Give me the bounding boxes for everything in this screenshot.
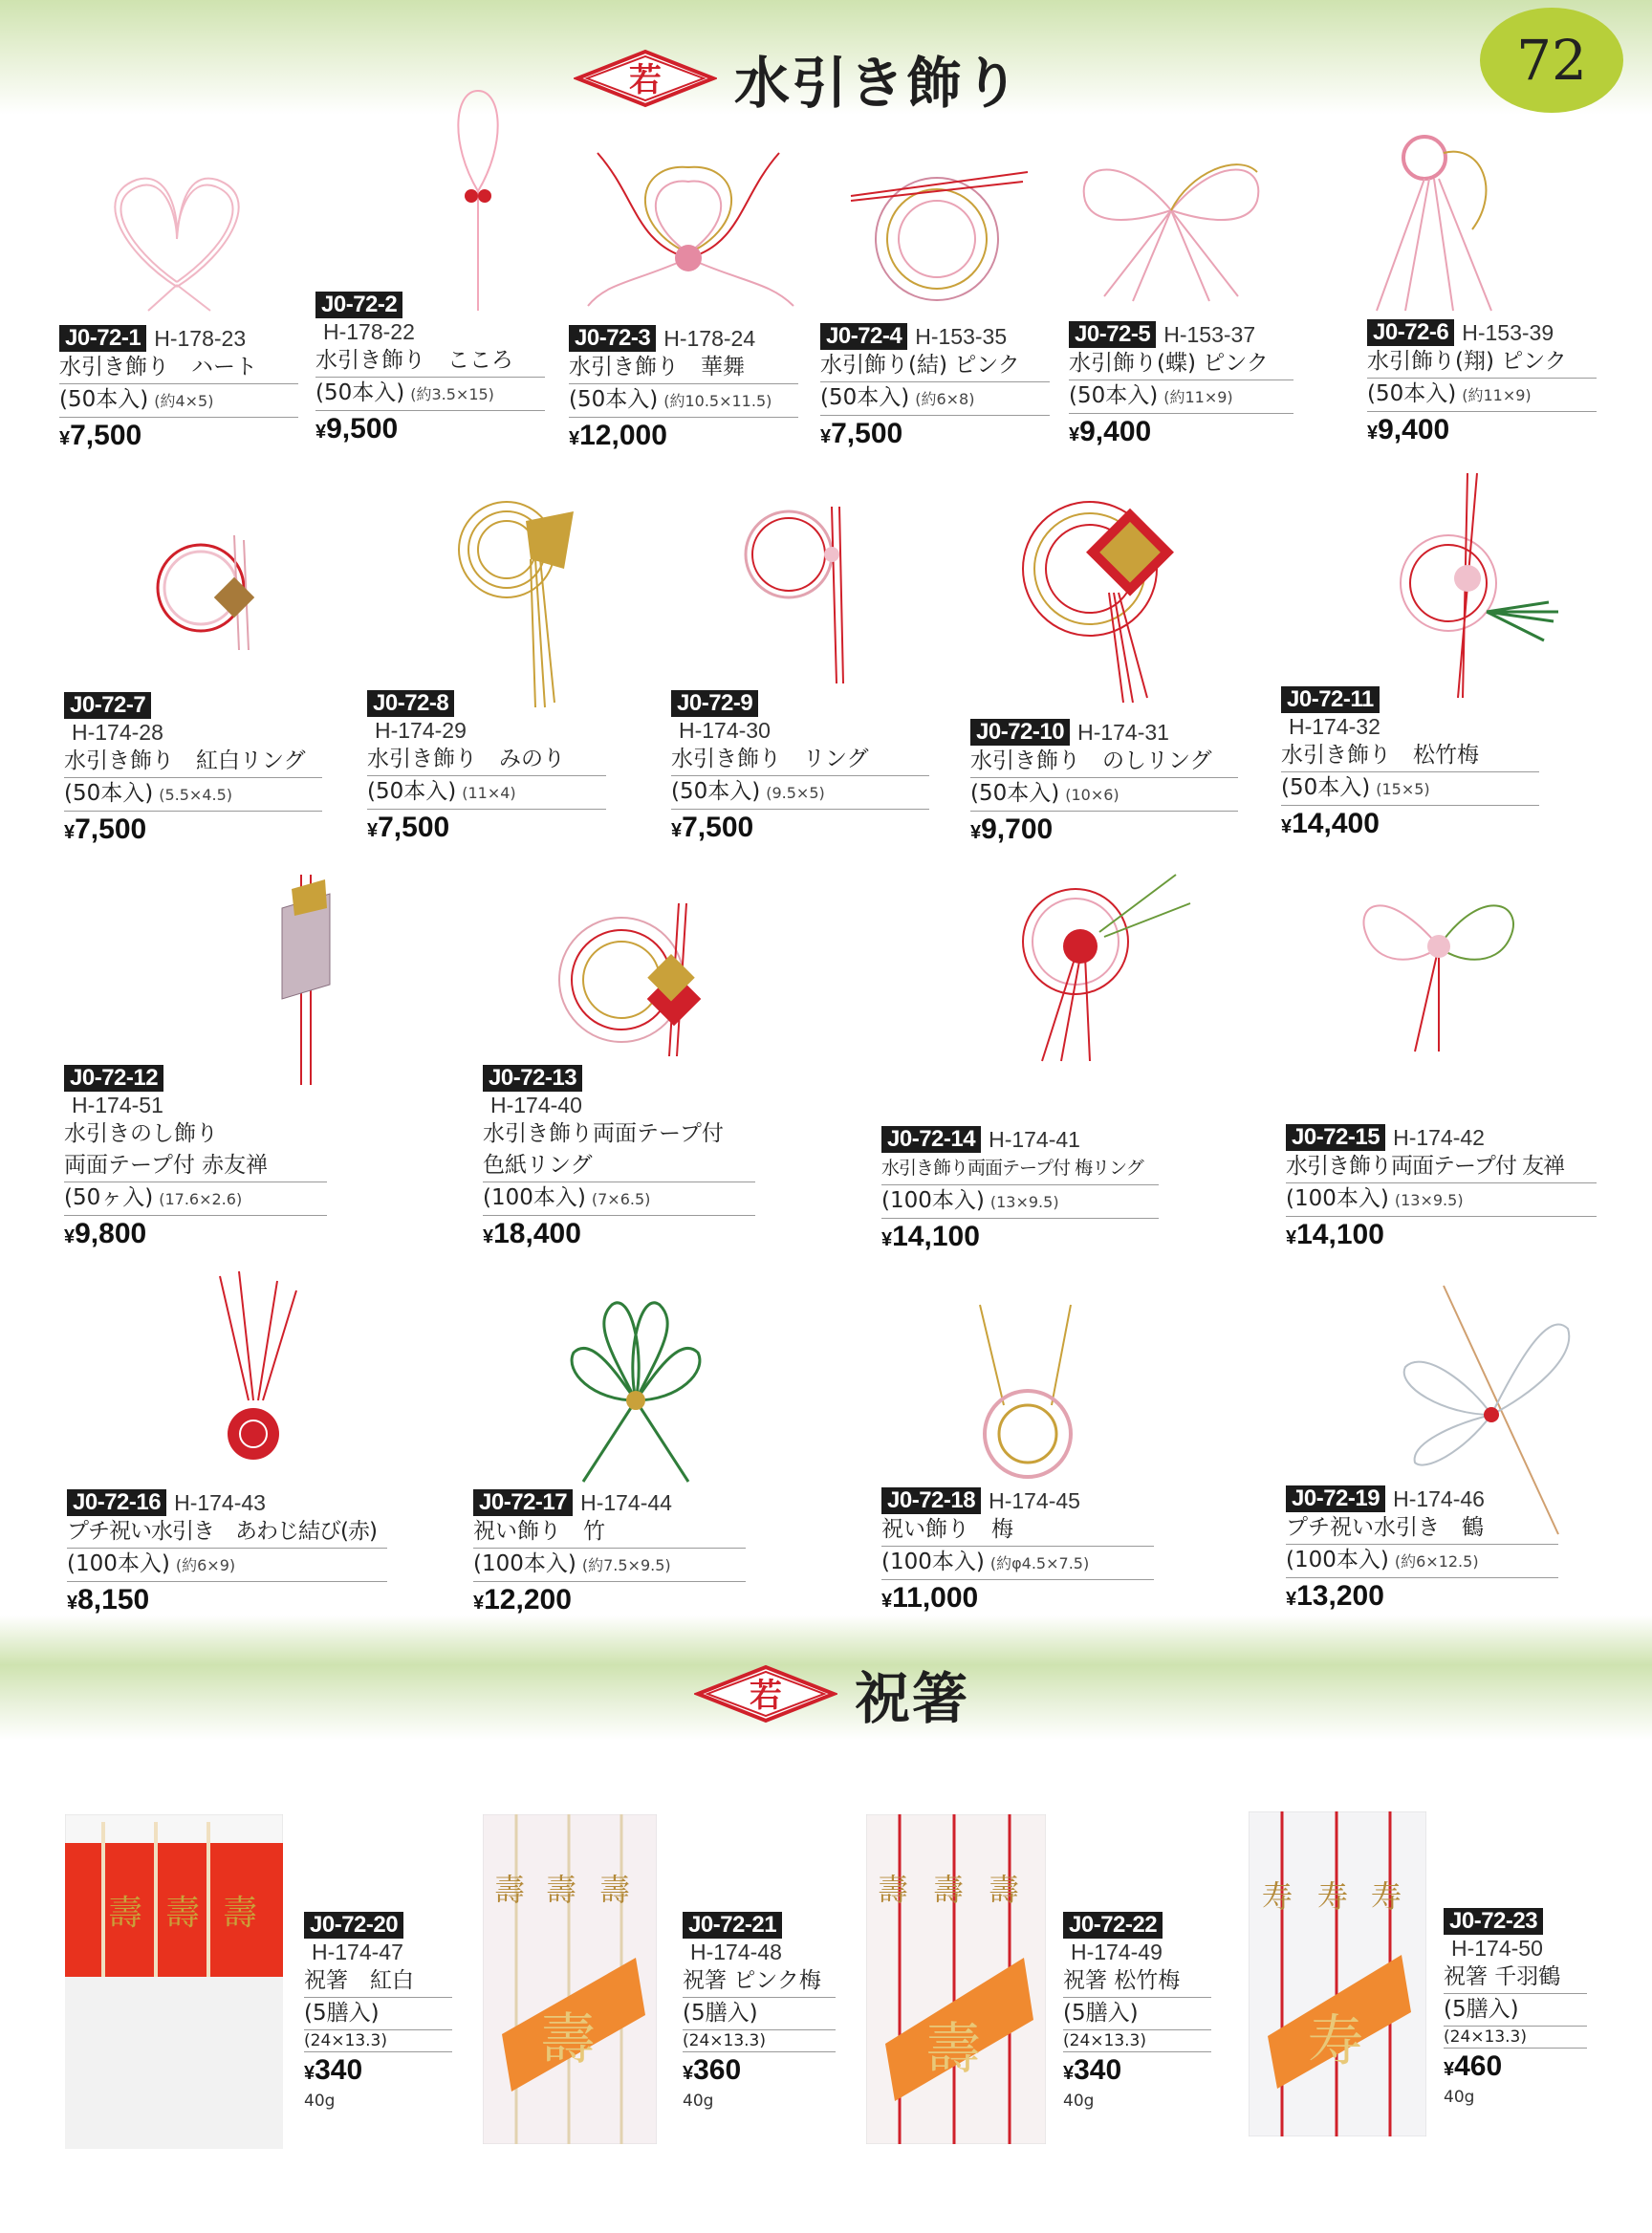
product-code: J0-72-9	[671, 690, 758, 717]
page-number-badge	[1480, 8, 1623, 113]
product-card[interactable]	[59, 325, 298, 457]
product-image-shikishi-ring	[535, 899, 727, 1061]
product-price: ¥9,400	[1069, 416, 1152, 447]
product-size: (7×6.5)	[591, 1190, 651, 1208]
product-card[interactable]	[683, 1912, 836, 2111]
product-code: J0-72-15	[1286, 1124, 1385, 1151]
product-image-ring	[736, 497, 870, 688]
product-price: ¥8,150	[67, 1584, 150, 1615]
product-name: 水引きのし飾り	[64, 1121, 218, 1146]
kotobuki-char: 寿	[1262, 1878, 1293, 1915]
product-name: 水引き飾り 紅白リング	[64, 746, 322, 778]
logo-char: 若	[750, 1677, 782, 1715]
product-name: 水引飾り(結) ピンク	[820, 350, 1050, 382]
kotobuki-char: 寿	[1317, 1878, 1349, 1915]
item-number: H-174-47	[312, 1940, 403, 1964]
kotobuki-large-char: 壽	[540, 2006, 597, 2071]
product-card[interactable]	[304, 1912, 452, 2111]
product-size: (10×6)	[1065, 786, 1119, 804]
product-qty-line	[64, 778, 322, 812]
product-qty: (5膳入)	[304, 1998, 452, 2030]
product-qty-line	[1069, 380, 1293, 414]
product-code: J0-72-22	[1063, 1912, 1163, 1939]
item-number: H-174-42	[1393, 1125, 1485, 1150]
product-image-mizuhiki-sho	[1367, 115, 1511, 315]
product-qty: (5膳入)	[683, 1998, 836, 2030]
product-qty: (50本入)	[569, 387, 659, 412]
product-image-hashi-shochikubai	[866, 1814, 1046, 2144]
product-card[interactable]	[67, 1489, 387, 1621]
product-card[interactable]	[315, 292, 545, 450]
product-size: (約4×5)	[154, 392, 214, 410]
product-name: 水引き飾り ハート	[59, 352, 298, 384]
kotobuki-large-char: 壽	[925, 2016, 982, 2081]
product-qty-line	[473, 1549, 746, 1582]
product-price: ¥7,500	[820, 418, 903, 449]
product-size: (約6×8)	[915, 390, 975, 408]
product-size: (約7.5×9.5)	[581, 1556, 671, 1574]
product-code: J0-72-12	[64, 1065, 163, 1092]
product-qty-line	[820, 382, 1050, 416]
product-qty-line	[67, 1549, 387, 1582]
item-number: H-174-44	[580, 1490, 672, 1515]
product-name: 祝箸 千羽鶴	[1444, 1962, 1587, 1994]
kotobuki-char: 壽	[546, 1872, 577, 1908]
product-image-awaji	[196, 1267, 311, 1477]
product-qty: (100本入)	[881, 1188, 985, 1213]
product-code: J0-72-10	[970, 719, 1070, 746]
product-card[interactable]	[1281, 686, 1539, 845]
product-size: (13×9.5)	[989, 1193, 1059, 1211]
product-code: J0-72-16	[67, 1489, 166, 1516]
item-number: H-174-41	[989, 1127, 1080, 1152]
product-code: J0-72-23	[1444, 1908, 1543, 1935]
item-number: H-174-32	[1289, 714, 1380, 739]
product-qty: (50本入)	[1069, 383, 1159, 408]
product-name: 祝箸 紅白	[304, 1965, 452, 1998]
product-size: (約11×9)	[1462, 386, 1532, 404]
product-price: ¥7,500	[671, 812, 754, 843]
product-qty-line	[1286, 1545, 1558, 1578]
product-price: ¥14,400	[1281, 808, 1380, 839]
item-number: H-174-49	[1071, 1940, 1163, 1964]
product-card[interactable]	[367, 690, 606, 849]
product-qty-line	[1281, 772, 1539, 806]
product-name-line2: 色紙リング	[483, 1150, 755, 1182]
product-image-kohaku-ring	[134, 516, 277, 660]
product-name: 祝い飾り 竹	[473, 1516, 746, 1549]
product-price: ¥11,000	[881, 1582, 979, 1614]
product-name: プチ祝い水引き 鶴	[1286, 1512, 1558, 1545]
product-size: (5.5×4.5)	[159, 786, 232, 804]
product-qty: (50本入)	[970, 781, 1060, 806]
product-qty: (50本入)	[1367, 381, 1457, 406]
product-qty-line	[315, 378, 545, 411]
product-image-mizuhiki-heart	[91, 163, 263, 315]
page-number: 72	[1516, 28, 1587, 93]
item-number: H-174-50	[1451, 1936, 1543, 1961]
product-name: 水引き飾り のしリング	[970, 746, 1238, 778]
product-name: プチ祝い水引き あわじ結び(赤)	[67, 1516, 387, 1549]
product-name: 祝箸 ピンク梅	[683, 1965, 836, 1998]
section-title: 祝箸	[855, 1666, 970, 1731]
product-size: (約11×9)	[1163, 388, 1233, 406]
item-number: H-174-31	[1077, 720, 1169, 745]
product-name: 水引飾り(蝶) ピンク	[1069, 348, 1293, 380]
product-card[interactable]	[881, 1126, 1159, 1258]
waka-logo-icon	[574, 49, 717, 108]
product-card[interactable]	[881, 1487, 1154, 1619]
item-number: H-178-24	[663, 326, 756, 351]
product-qty-line	[881, 1547, 1154, 1580]
product-card[interactable]	[1367, 319, 1597, 451]
item-number: H-174-43	[174, 1490, 266, 1515]
product-code: J0-72-18	[881, 1487, 981, 1514]
item-number: H-153-37	[1163, 322, 1256, 347]
product-weight: 40g	[1444, 2088, 1475, 2107]
product-image-shochikubai	[1362, 468, 1563, 707]
product-card[interactable]	[1286, 1485, 1558, 1617]
product-size: (約6×9)	[175, 1556, 236, 1574]
logo-char: 若	[629, 61, 662, 99]
product-name: 水引き飾り両面テープ付 友禅	[1286, 1151, 1597, 1183]
product-image-yuzen	[1348, 865, 1530, 1056]
product-image-mizuhiki-cho	[1066, 134, 1276, 306]
product-name: 水引き飾り 松竹梅	[1281, 740, 1539, 772]
product-weight: 40g	[683, 2092, 714, 2111]
product-qty-line	[1286, 1183, 1597, 1217]
product-size: (17.6×2.6)	[159, 1190, 243, 1208]
product-qty: (100本入)	[483, 1185, 586, 1210]
product-qty: (50本入)	[671, 779, 761, 804]
product-price: ¥7,500	[367, 812, 450, 843]
product-card[interactable]	[1063, 1912, 1211, 2111]
product-price: ¥360	[683, 2054, 742, 2086]
product-qty: (5膳入)	[1444, 1994, 1587, 2027]
product-qty: (100本入)	[1286, 1548, 1389, 1572]
product-card[interactable]	[569, 325, 798, 457]
product-code: J0-72-20	[304, 1912, 403, 1939]
product-qty-line	[367, 776, 606, 810]
product-price: ¥12,200	[473, 1584, 572, 1615]
item-number: H-174-45	[989, 1488, 1080, 1513]
product-qty: (50本入)	[820, 385, 910, 410]
product-card[interactable]	[473, 1489, 746, 1621]
product-image-noshi-ring	[1009, 488, 1200, 707]
kotobuki-char: 壽	[108, 1894, 143, 1933]
product-code: J0-72-2	[315, 292, 402, 318]
product-price: ¥14,100	[881, 1221, 980, 1252]
product-size: (11×4)	[462, 784, 516, 802]
product-image-ume-ring	[985, 865, 1195, 1066]
product-qty: (100本入)	[473, 1551, 576, 1576]
product-card[interactable]	[1069, 321, 1293, 453]
product-qty-line	[970, 778, 1238, 812]
product-qty: (50本入)	[315, 380, 405, 405]
product-qty-line	[881, 1185, 1159, 1219]
product-image-hashi-senbazuru	[1249, 1811, 1426, 2136]
product-name: 水引き飾り両面テープ付	[483, 1121, 724, 1146]
product-size: (24×13.3)	[683, 2030, 836, 2052]
product-size: (9.5×5)	[766, 784, 825, 802]
product-name: 水引飾り(翔) ピンク	[1367, 346, 1597, 379]
waka-logo-icon	[694, 1664, 837, 1724]
product-card[interactable]	[64, 692, 322, 851]
item-number: H-174-46	[1393, 1486, 1485, 1511]
product-code: J0-72-4	[820, 323, 907, 350]
product-image-mizuhiki-musubi	[841, 143, 1032, 306]
product-qty-line	[671, 776, 929, 810]
product-size: (約10.5×11.5)	[663, 392, 772, 410]
product-code: J0-72-1	[59, 325, 146, 352]
item-number: H-178-23	[154, 326, 247, 351]
product-qty: (100本入)	[881, 1550, 985, 1574]
product-image-ume	[966, 1300, 1090, 1482]
product-qty: (50本入)	[64, 781, 154, 806]
product-weight: 40g	[1063, 2092, 1095, 2111]
kotobuki-char: 寿	[1371, 1878, 1402, 1915]
product-code: J0-72-19	[1286, 1485, 1385, 1512]
product-price: ¥12,000	[569, 420, 667, 451]
item-number: H-174-28	[72, 720, 163, 745]
kotobuki-char: 壽	[165, 1894, 201, 1933]
product-card[interactable]	[671, 690, 929, 849]
product-qty: (50本入)	[59, 387, 149, 412]
product-qty: (50ヶ入)	[64, 1185, 154, 1210]
product-code: J0-72-5	[1069, 321, 1156, 348]
product-code: J0-72-6	[1367, 319, 1454, 346]
kotobuki-large-char: 寿	[1308, 2008, 1364, 2073]
product-price: ¥14,100	[1286, 1219, 1384, 1250]
product-image-minori	[449, 483, 583, 712]
product-card[interactable]	[64, 1065, 327, 1255]
product-price: ¥9,500	[315, 413, 399, 444]
kotobuki-char: 壽	[494, 1872, 526, 1908]
kotobuki-char: 壽	[599, 1872, 631, 1908]
product-name: 水引き飾り両面テープ付 梅リング	[881, 1153, 1159, 1185]
product-qty: (100本入)	[67, 1551, 170, 1576]
product-code: J0-72-17	[473, 1489, 573, 1516]
product-price: ¥7,500	[64, 813, 147, 845]
product-name: 水引き飾り リング	[671, 744, 929, 776]
product-price: ¥18,400	[483, 1218, 581, 1249]
section-header-mizuhiki	[574, 38, 1021, 119]
product-price: ¥9,400	[1367, 414, 1450, 445]
product-code: J0-72-14	[881, 1126, 981, 1153]
product-price: ¥460	[1444, 2050, 1503, 2082]
item-number: H-153-39	[1462, 320, 1554, 345]
product-name: 水引き飾り 華舞	[569, 352, 798, 384]
product-price: ¥340	[1063, 2054, 1122, 2086]
product-card[interactable]	[1444, 1908, 1587, 2107]
product-qty-line	[59, 384, 298, 418]
product-card[interactable]	[970, 719, 1238, 851]
product-code: J0-72-8	[367, 690, 454, 717]
product-size: (約3.5×15)	[410, 385, 494, 403]
product-image-mizuhiki-kokoro	[435, 86, 521, 315]
product-size: (24×13.3)	[1063, 2030, 1211, 2052]
product-qty: (50本入)	[367, 779, 457, 804]
product-code: J0-72-21	[683, 1912, 782, 1939]
product-size: (24×13.3)	[304, 2030, 452, 2052]
product-qty: (50本入)	[1281, 775, 1371, 800]
product-size: (約6×12.5)	[1394, 1552, 1479, 1571]
product-code: J0-72-11	[1281, 686, 1380, 713]
item-number: H-153-35	[915, 324, 1008, 349]
product-image-mizuhiki-kabu	[578, 139, 798, 315]
product-size: (13×9.5)	[1394, 1191, 1464, 1209]
product-price: ¥340	[304, 2054, 363, 2086]
product-name: 水引き飾り みのり	[367, 744, 606, 776]
product-name: 水引き飾り こころ	[315, 345, 545, 378]
product-size: (約φ4.5×7.5)	[989, 1554, 1090, 1572]
item-number: H-174-29	[375, 718, 467, 743]
product-code: J0-72-13	[483, 1065, 582, 1092]
product-size: (15×5)	[1376, 780, 1430, 798]
product-code: J0-72-7	[64, 692, 151, 719]
item-number: H-174-40	[490, 1093, 582, 1117]
product-qty-line	[569, 384, 798, 418]
product-image-hashi-pink-ume	[483, 1814, 657, 2144]
product-weight: 40g	[304, 2092, 336, 2111]
product-price: ¥9,700	[970, 813, 1054, 845]
item-number: H-174-48	[690, 1940, 782, 1964]
product-card[interactable]	[1286, 1124, 1597, 1256]
product-qty: (100本入)	[1286, 1186, 1389, 1211]
product-image-take	[554, 1295, 717, 1486]
product-name: 祝箸 松竹梅	[1063, 1965, 1211, 1998]
section-title: 水引き飾り	[734, 51, 1022, 116]
product-price: ¥7,500	[59, 420, 142, 451]
product-qty-line	[1367, 379, 1597, 412]
product-qty-line	[64, 1182, 327, 1216]
product-name: 祝い飾り 梅	[881, 1514, 1154, 1547]
kotobuki-char: 壽	[933, 1872, 965, 1908]
product-price: ¥13,200	[1286, 1580, 1384, 1612]
product-image-hashi-kohaku	[65, 1814, 283, 2149]
product-name-line2: 両面テープ付 赤友禅	[64, 1150, 327, 1182]
section-header-hashi	[694, 1654, 969, 1734]
item-number: H-174-51	[72, 1093, 163, 1117]
kotobuki-char: 壽	[878, 1872, 909, 1908]
kotobuki-char: 壽	[989, 1872, 1020, 1908]
product-card[interactable]	[820, 323, 1050, 455]
item-number: H-174-30	[679, 718, 771, 743]
kotobuki-char: 壽	[223, 1894, 258, 1933]
product-qty-line	[483, 1182, 755, 1216]
product-code: J0-72-3	[569, 325, 656, 352]
item-number: H-178-22	[323, 319, 415, 344]
product-price: ¥9,800	[64, 1218, 147, 1249]
product-card[interactable]	[483, 1065, 755, 1255]
product-size: (24×13.3)	[1444, 2027, 1587, 2049]
product-qty: (5膳入)	[1063, 1998, 1211, 2030]
product-image-noshi-akayuzen	[268, 870, 344, 1090]
